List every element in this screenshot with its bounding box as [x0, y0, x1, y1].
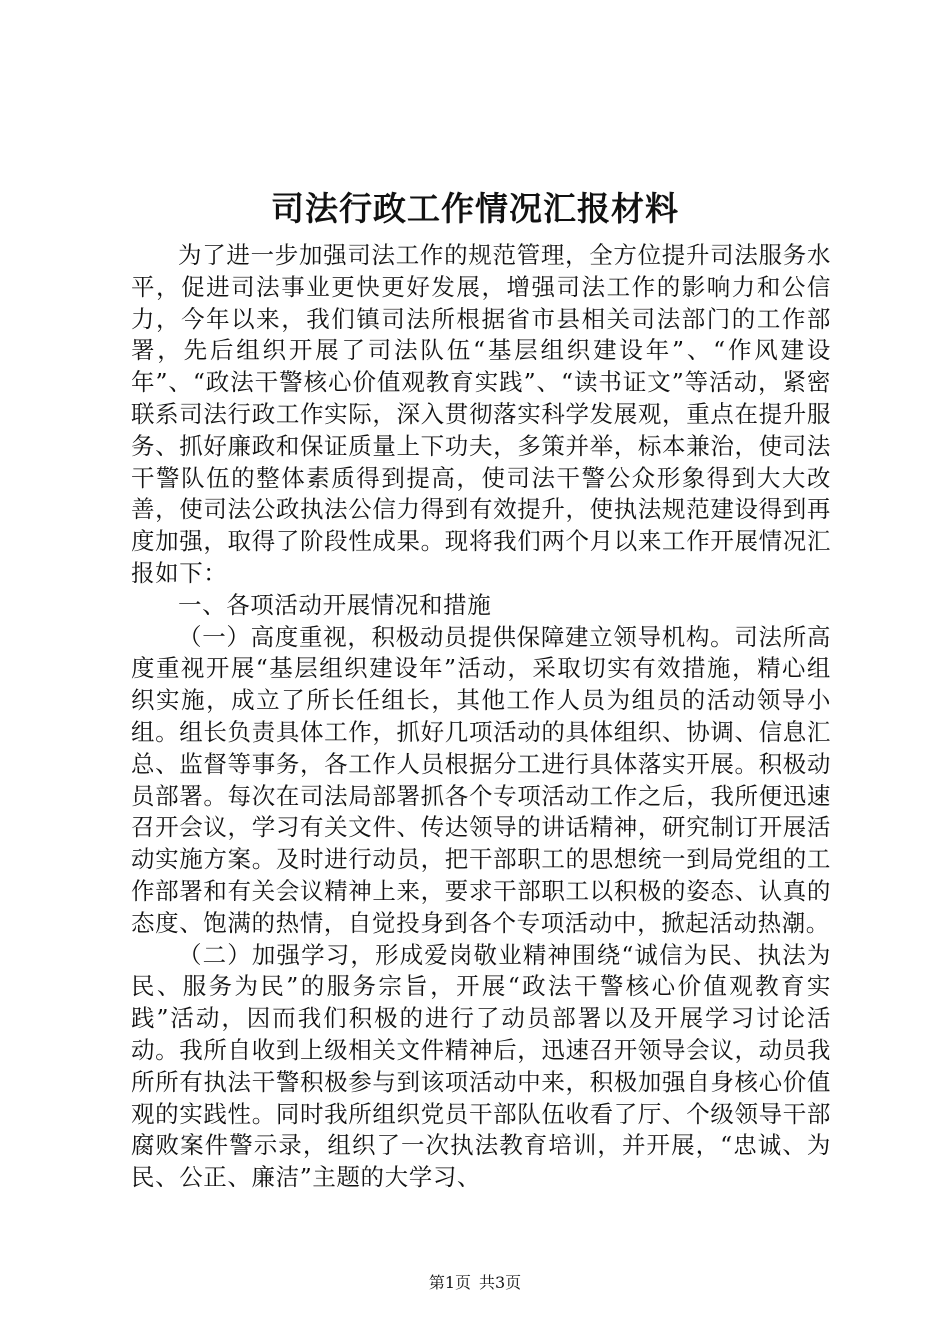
- document-body: [131, 240, 831, 1194]
- document-title: 司法行政工作情况汇报材料: [271, 189, 679, 228]
- subsection-2-paragraph: （二）加强学习，形成爱岗敬业精神围绕“诚信为民、执法为民、服务为民”的服务宗旨，开展“政法干警核心价值观教育实践”活动，因而我们积极的进行了动员部署以及开展学习讨论活动。我所自收到上级相关文件精神后，迅速召开领导会议，动员我所所有执法干警积极参与到该项活动中来，积极加强自身核心价值观的实践性。同时我所组织党员干部队伍收看了厅、个级领导干部腐败案件警示录，组织了一次执法教育培训，并开展，“忠诚、为民、公正、廉洁”主题的大学习、: [131, 940, 831, 1192]
- page-number: 第1页: [428, 1273, 471, 1292]
- intro-paragraph: 为了进一步加强司法工作的规范管理，全方位提升司法服务水平，促进司法事业更快更好发展，增强司法工作的影响力和公信力，今年以来，我们镇司法所根据省市县相关司法部门的工作部署，先后组织开展了司法队伍“基层组织建设年”、“作风建设年”、“政法干警核心价值观教育实践”、“读书证文”等活动，紧密联系司法行政工作实际，深入贯彻落实科学发展观，重点在提升服务、抓好廉政和保证质量上下功夫，多策并举，标本兼治，使司法干警队伍的整体素质得到提高，使司法干警公众形象得到大大改善，使司法公政执法公信力得到有效提升，使执法规范建设得到再度加强，取得了阶段性成果。现将我们两个月以来工作开展情况汇报如下：: [131, 241, 831, 587]
- page-footer: [0, 1272, 950, 1294]
- section-heading: 一、各项活动开展情况和措施: [178, 590, 492, 619]
- subsection-1-paragraph: （一）高度重视，积极动员提供保障建立领导机构。司法所高度重视开展“基层组织建设年”活动，采取切实有效措施，精心组织实施，成立了所长任组长，其他工作人员为组员的活动领导小组。组长负责具体工作，抓好几项活动的具体组织、协调、信息汇总、监督等事务，各工作人员根据分工进行具体落实开展。积极动员部署。每次在司法局部署抓各个专项活动工作之后，我所便迅速召开会议，学习有关文件、传达领导的讲话精神，研究制订开展活动实施方案。及时进行动员，把干部职工的思想统一到局党组的工作部署和有关会议精神上来，要求干部职工以积极的姿态、认真的态度、饱满的热情，自觉投身到各个专项活动中，掀起活动热潮。: [131, 622, 831, 937]
- page-total: 共3页: [479, 1273, 522, 1292]
